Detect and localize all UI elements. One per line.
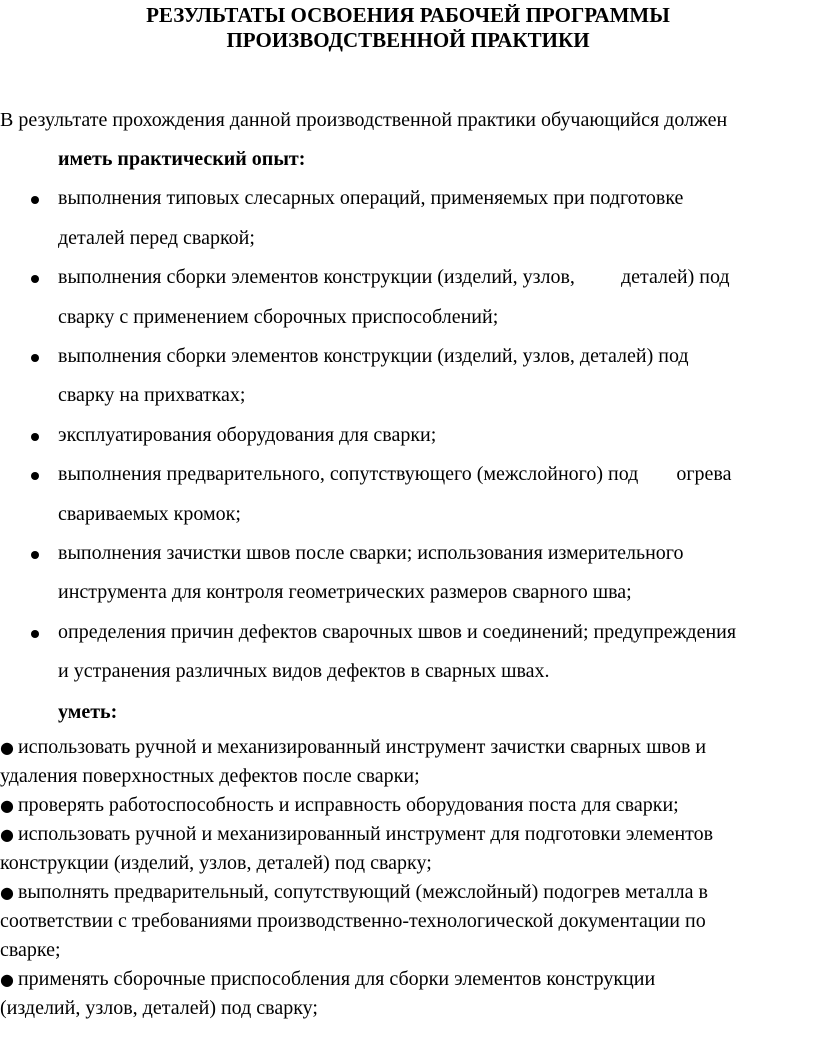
bullet-icon <box>29 470 41 482</box>
bullet-icon <box>29 273 41 285</box>
experience-item-7-line-2: и устранения различных видов дефектов в сварных швах. <box>58 660 550 682</box>
bullet-icon <box>29 549 41 561</box>
bullet-icon <box>29 431 41 443</box>
skill-item-5: ● применять сборочные приспособления для сборки элементов конструкции (изделий, узлов, деталей) под сварку; <box>0 968 656 1019</box>
document-title-line-2: ПРОИЗВОДСТВЕННОЙ ПРАКТИКИ <box>226 28 590 52</box>
experience-item-2-line-1: выполнения сборки элементов конструкции (изделий, узлов, деталей) под <box>58 266 730 288</box>
experience-item-4-line-1: эксплуатирования оборудования для сварки; <box>58 424 437 446</box>
experience-item-3-line-2: сварку на прихватках; <box>58 384 246 406</box>
bullet-icon <box>29 628 41 640</box>
experience-item-7-line-1: определения причин дефектов сварочных швов и соединений; предупреждения <box>58 621 737 643</box>
skill-item-2: ● проверять работоспособность и исправность оборудования поста для сварки; <box>0 794 679 816</box>
experience-item-5-line-2: свариваемых кромок; <box>58 503 241 525</box>
experience-item-2-line-2: сварку с применением сборочных приспособлений; <box>58 306 499 328</box>
bullet-icon: ● <box>0 825 14 844</box>
skills-heading: уметь: <box>58 701 118 723</box>
experience-heading: иметь практический опыт: <box>58 148 306 170</box>
experience-item-1-line-1: выполнения типовых слесарных операций, применяемых при подготовке <box>58 187 684 209</box>
skill-item-3: ● использовать ручной и механизированный инструмент для подготовки элементов конструкции (изделий, узлов, деталей) под сварку; <box>0 823 714 874</box>
bullet-icon: ● <box>0 738 14 757</box>
intro-paragraph: В результате прохождения данной производственной практики обучающийся должен <box>0 109 728 131</box>
experience-item-5-line-1: выполнения предварительного, сопутствующего (межслойного) под огрева <box>58 463 732 485</box>
bullet-icon <box>29 194 41 206</box>
experience-item-6-line-2: инструмента для контроля геометрических размеров сварного шва; <box>58 581 632 603</box>
skill-item-4: ● выполнять предварительный, сопутствующий (межслойный) подогрев металла в соответствии с требованиями производственно-технологической документации по сварке; <box>0 881 708 961</box>
bullet-icon: ● <box>0 970 14 989</box>
experience-item-6-line-1: выполнения зачистки швов после сварки; использования измерительного <box>58 542 684 564</box>
bullet-icon: ● <box>0 883 14 902</box>
experience-item-1-line-2: деталей перед сваркой; <box>58 227 255 249</box>
skill-item-1: ● использовать ручной и механизированный инструмент зачистки сварных швов и удаления поверхностных дефектов после сварки; <box>0 736 707 787</box>
experience-item-3-line-1: выполнения сборки элементов конструкции (изделий, узлов, деталей) под <box>58 345 689 367</box>
document-title-line-1: РЕЗУЛЬТАТЫ ОСВОЕНИЯ РАБОЧЕЙ ПРОГРАММЫ <box>146 3 670 27</box>
bullet-icon: ● <box>0 796 14 815</box>
bullet-icon <box>29 352 41 364</box>
